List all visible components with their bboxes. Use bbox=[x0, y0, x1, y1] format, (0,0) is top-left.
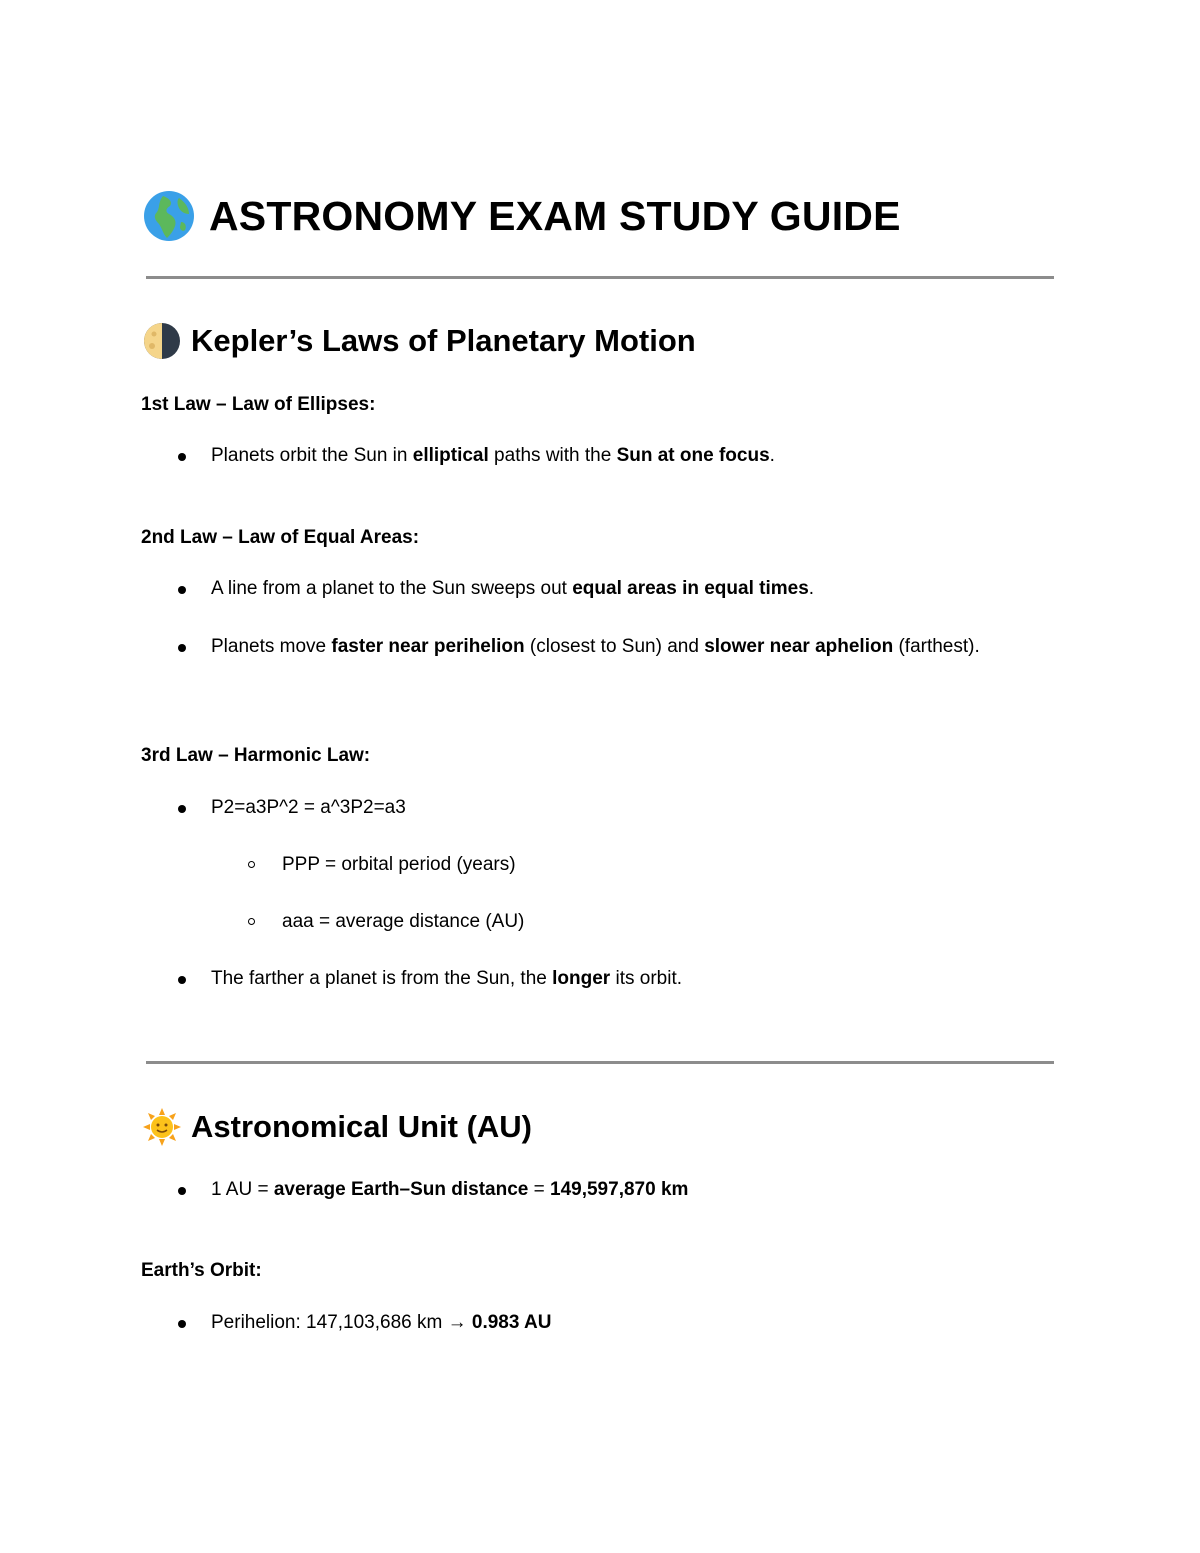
list-item: A line from a planet to the Sun sweeps out equal areas in equal times. bbox=[178, 575, 1018, 603]
list-item: 1 AU = average Earth–Sun distance = 149,597,870 km bbox=[178, 1176, 1018, 1204]
law1-heading: 1st Law – Law of Ellipses: bbox=[141, 394, 376, 415]
list-item: Planets orbit the Sun in elliptical paths with the Sun at one focus. bbox=[178, 442, 1018, 470]
bullet-icon bbox=[178, 453, 186, 461]
section-heading-au bbox=[143, 1108, 532, 1146]
bullet-icon bbox=[178, 1187, 186, 1195]
list-item: Planets move faster near perihelion (closest to Sun) and slower near aphelion (farthest). bbox=[178, 633, 998, 661]
sub-list-item: aaa = average distance (AU) bbox=[248, 908, 524, 936]
hollow-bullet-icon bbox=[248, 918, 255, 925]
bullet-icon bbox=[178, 586, 186, 594]
bullet-icon bbox=[178, 976, 186, 984]
law3-heading: 3rd Law – Harmonic Law: bbox=[141, 745, 371, 766]
section-heading-text: Astronomical Unit (AU) bbox=[191, 1109, 532, 1144]
page-title bbox=[143, 190, 901, 242]
sub-list-item: PPP = orbital period (years) bbox=[248, 851, 516, 879]
law2-heading: 2nd Law – Law of Equal Areas: bbox=[141, 527, 420, 548]
divider bbox=[146, 276, 1054, 279]
moon-icon bbox=[143, 322, 181, 360]
bullet-icon bbox=[178, 1320, 186, 1328]
list-item: The farther a planet is from the Sun, the longer its orbit. bbox=[178, 965, 1018, 993]
globe-icon bbox=[143, 190, 195, 242]
list-item: P2=a3P^2 = a^3P2=a3 bbox=[178, 794, 1018, 822]
section-heading-text: Kepler’s Laws of Planetary Motion bbox=[191, 323, 696, 358]
list-item: Perihelion: 147,103,686 km → 0.983 AU bbox=[178, 1309, 1018, 1337]
earth-orbit-heading: Earth’s Orbit: bbox=[141, 1260, 262, 1281]
divider bbox=[146, 1061, 1054, 1064]
bullet-icon bbox=[178, 805, 186, 813]
sun-icon bbox=[143, 1108, 181, 1146]
hollow-bullet-icon bbox=[248, 861, 255, 868]
section-heading-kepler bbox=[143, 322, 696, 360]
title-text: ASTRONOMY EXAM STUDY GUIDE bbox=[209, 192, 901, 239]
bullet-icon bbox=[178, 644, 186, 652]
